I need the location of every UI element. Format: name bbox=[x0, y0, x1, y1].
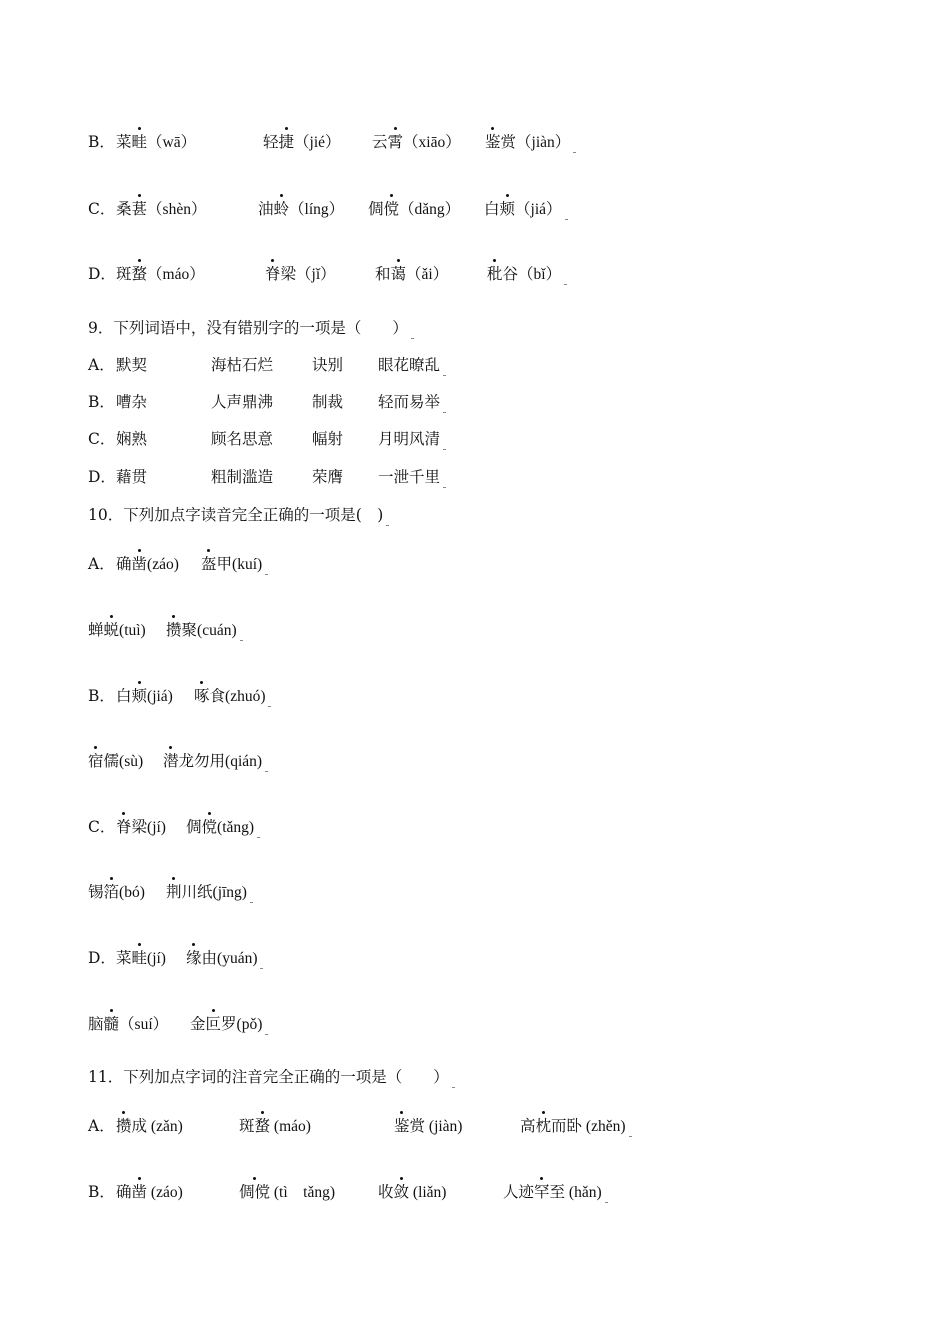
word-item bbox=[166, 880, 253, 905]
dotted-char: 秕 bbox=[487, 262, 503, 286]
word-text: 赏 bbox=[500, 133, 517, 151]
paragraph-mark bbox=[260, 968, 263, 969]
pinyin: （wā） bbox=[147, 134, 197, 151]
paragraph-mark bbox=[240, 640, 243, 641]
word-item bbox=[211, 427, 273, 451]
pinyin: （jiàn） bbox=[516, 134, 571, 151]
dotted-char: 荆 bbox=[166, 880, 182, 904]
option-prefix: B． bbox=[88, 133, 115, 151]
word-item bbox=[265, 262, 336, 287]
word-item bbox=[194, 684, 271, 709]
pinyin: (pǒ) bbox=[236, 1016, 263, 1033]
dotted-char: 箔 bbox=[104, 880, 120, 904]
pinyin: （dǎng） bbox=[399, 201, 461, 218]
pinyin: (tuì) bbox=[119, 622, 146, 639]
word-text: 白 bbox=[116, 687, 132, 705]
dotted-char: 蛉 bbox=[274, 197, 290, 221]
word-text: 人声鼎沸 bbox=[211, 393, 274, 411]
dotted-char: 蝥 bbox=[132, 262, 148, 286]
pinyin: (tǎng) bbox=[217, 819, 255, 836]
pinyin: (qián) bbox=[225, 753, 263, 770]
dotted-char: 脊 bbox=[265, 262, 281, 286]
dotted-char: 潜 bbox=[163, 749, 179, 773]
word-text: 白 bbox=[484, 200, 500, 218]
word-item bbox=[88, 503, 389, 527]
paragraph-mark bbox=[411, 338, 414, 339]
word-text: 制裁 bbox=[312, 393, 344, 411]
word-text: 嘈杂 bbox=[116, 393, 148, 411]
pinyin: （xiāo） bbox=[403, 134, 461, 151]
paragraph-mark bbox=[386, 525, 389, 526]
word-item bbox=[116, 815, 166, 840]
word-text: 梁 bbox=[131, 818, 148, 836]
pinyin: (jiá) bbox=[147, 688, 173, 705]
dotted-char: 盔 bbox=[201, 552, 217, 576]
word-item bbox=[484, 197, 568, 222]
word-text: 至 bbox=[549, 1183, 566, 1201]
dotted-char: 凿 bbox=[132, 552, 148, 576]
dotted-char: 枕 bbox=[536, 1114, 552, 1138]
word-item bbox=[378, 1180, 446, 1205]
word-item bbox=[116, 1114, 183, 1139]
pinyin: (cuán) bbox=[197, 622, 237, 639]
word-text: 赏 bbox=[409, 1117, 426, 1135]
pinyin: (jīng) bbox=[212, 884, 247, 901]
pinyin: （líng） bbox=[289, 201, 345, 218]
pinyin: (tì tǎng) bbox=[270, 1184, 336, 1201]
option-prefix: B． bbox=[88, 393, 115, 411]
pinyin: （shèn） bbox=[147, 201, 207, 218]
word-item bbox=[88, 880, 145, 905]
pinyin: (yuán) bbox=[217, 950, 258, 967]
word-item bbox=[116, 353, 147, 377]
word-item bbox=[116, 427, 147, 451]
word-text: 默契 bbox=[116, 356, 148, 374]
word-text: 油 bbox=[258, 200, 274, 218]
word-text: 确 bbox=[116, 555, 132, 573]
word-text: 诀别 bbox=[312, 356, 344, 374]
word-text: 菜 bbox=[116, 949, 132, 967]
paragraph-mark bbox=[443, 487, 446, 488]
pinyin: (zǎn) bbox=[147, 1118, 183, 1135]
word-text: 倜 bbox=[186, 818, 202, 836]
pinyin: (záo) bbox=[147, 1184, 183, 1201]
dotted-char: 畦 bbox=[132, 946, 148, 970]
word-item bbox=[186, 946, 263, 971]
word-item bbox=[116, 130, 196, 155]
word-item bbox=[312, 427, 343, 451]
paragraph-mark bbox=[257, 837, 260, 838]
paragraph-mark bbox=[605, 1202, 608, 1203]
dotted-char: 蔼 bbox=[391, 262, 407, 286]
word-text: 娴熟 bbox=[116, 430, 148, 448]
paragraph-mark bbox=[443, 375, 446, 376]
option-prefix: B． bbox=[88, 1183, 115, 1201]
word-text: 收 bbox=[378, 1183, 394, 1201]
pinyin: （jiá） bbox=[515, 201, 562, 218]
dotted-char: 鉴 bbox=[485, 130, 501, 154]
dotted-char: 颊 bbox=[132, 684, 148, 708]
word-item bbox=[239, 1114, 311, 1139]
pinyin: (máo) bbox=[270, 1118, 311, 1135]
word-text: 而卧 bbox=[551, 1117, 583, 1135]
word-text: 菜 bbox=[116, 133, 132, 151]
word-text: 斑 bbox=[239, 1117, 255, 1135]
word-item bbox=[88, 316, 414, 340]
word-item bbox=[485, 130, 576, 155]
option-prefix: C． bbox=[88, 200, 116, 218]
pinyin: (kuí) bbox=[232, 556, 263, 573]
pinyin: (jiàn) bbox=[425, 1118, 463, 1135]
pinyin: （jǐ） bbox=[296, 266, 336, 283]
word-text: 锡 bbox=[88, 883, 104, 901]
option-prefix: C． bbox=[88, 430, 116, 448]
word-item bbox=[88, 618, 146, 643]
word-item bbox=[190, 1012, 268, 1037]
word-item bbox=[378, 390, 446, 414]
word-item bbox=[116, 946, 166, 971]
word-item bbox=[116, 684, 173, 709]
paragraph-mark bbox=[565, 219, 568, 220]
word-text: 成 bbox=[131, 1117, 148, 1135]
word-item bbox=[378, 427, 446, 451]
option-prefix: C． bbox=[88, 818, 116, 836]
word-text: 梁 bbox=[280, 265, 297, 283]
word-text: 9．下列词语中，没有错别字的一项是（ ） bbox=[88, 319, 408, 337]
word-text: 倜 bbox=[368, 200, 384, 218]
dotted-char: 霄 bbox=[388, 130, 404, 154]
word-text: 由 bbox=[201, 949, 218, 967]
word-text: 脑 bbox=[88, 1015, 104, 1033]
word-text: 顾名思意 bbox=[211, 430, 274, 448]
option-prefix: B． bbox=[88, 687, 115, 705]
word-text: 蝉 bbox=[88, 621, 104, 639]
pinyin: (liǎn) bbox=[409, 1184, 447, 1201]
dotted-char: 蝥 bbox=[255, 1114, 271, 1138]
word-text: 10．下列加点字读音完全正确的一项是( ) bbox=[88, 506, 384, 524]
word-text: 罗 bbox=[221, 1015, 237, 1033]
word-item bbox=[368, 197, 460, 222]
word-text: 龙勿用 bbox=[178, 752, 226, 770]
dotted-char: 敛 bbox=[394, 1180, 410, 1204]
dotted-char: 傥 bbox=[202, 815, 218, 839]
word-item bbox=[116, 1180, 183, 1205]
pinyin: (jí) bbox=[147, 950, 166, 967]
word-item bbox=[503, 1180, 608, 1205]
pinyin: （suí） bbox=[119, 1016, 169, 1033]
word-text: 轻而易举 bbox=[378, 393, 441, 411]
option-prefix: A． bbox=[88, 1117, 115, 1135]
word-text: 和 bbox=[375, 265, 391, 283]
pinyin: (záo) bbox=[147, 556, 179, 573]
word-item bbox=[487, 262, 567, 287]
paragraph-mark bbox=[564, 284, 567, 285]
paragraph-mark bbox=[250, 902, 253, 903]
word-item bbox=[211, 390, 273, 414]
pinyin: （jié） bbox=[294, 134, 341, 151]
word-item bbox=[394, 1114, 462, 1139]
paragraph-mark bbox=[268, 706, 271, 707]
pinyin: (zhuó) bbox=[225, 688, 266, 705]
word-item bbox=[116, 262, 205, 287]
word-item bbox=[312, 465, 343, 489]
word-item bbox=[378, 465, 446, 489]
dotted-char: 宿 bbox=[88, 749, 104, 773]
dotted-char: 髓 bbox=[104, 1012, 120, 1036]
dotted-char: 畦 bbox=[132, 130, 148, 154]
paragraph-mark bbox=[265, 1034, 268, 1035]
word-text: 荣膺 bbox=[312, 468, 344, 486]
dotted-char: 攒 bbox=[166, 618, 182, 642]
word-item bbox=[258, 197, 344, 222]
pinyin: (zhěn) bbox=[582, 1118, 626, 1135]
dotted-char: 脊 bbox=[116, 815, 132, 839]
word-item bbox=[378, 353, 446, 377]
pinyin: （ǎi） bbox=[406, 266, 449, 283]
dotted-char: 鉴 bbox=[394, 1114, 410, 1138]
word-item bbox=[312, 390, 343, 414]
dotted-char: 叵 bbox=[206, 1012, 222, 1036]
word-item bbox=[263, 130, 341, 155]
word-text: 眼花暸乱 bbox=[378, 356, 441, 374]
word-item bbox=[116, 465, 147, 489]
word-item bbox=[186, 815, 260, 840]
word-text: 藉贯 bbox=[116, 468, 148, 486]
pinyin: (bó) bbox=[119, 884, 145, 901]
word-text: 谷 bbox=[502, 265, 519, 283]
dotted-char: 傥 bbox=[384, 197, 400, 221]
word-text: 聚 bbox=[181, 621, 198, 639]
word-text: 轻 bbox=[263, 133, 279, 151]
pinyin: (hǎn) bbox=[565, 1184, 602, 1201]
word-item bbox=[239, 1180, 335, 1205]
dotted-char: 蜕 bbox=[104, 618, 120, 642]
word-item bbox=[166, 618, 243, 643]
word-text: 幅射 bbox=[312, 430, 344, 448]
word-text: 甲 bbox=[216, 555, 233, 573]
word-text: 云 bbox=[372, 133, 388, 151]
pinyin: （máo） bbox=[147, 266, 205, 283]
option-prefix: D． bbox=[88, 265, 116, 283]
word-item bbox=[201, 552, 268, 577]
word-text: 儒 bbox=[103, 752, 120, 770]
word-item bbox=[520, 1114, 632, 1139]
option-prefix: A． bbox=[88, 356, 115, 374]
word-text: 金 bbox=[190, 1015, 206, 1033]
paragraph-mark bbox=[443, 449, 446, 450]
dotted-char: 倜傥 bbox=[239, 1180, 270, 1204]
pinyin: (jí) bbox=[147, 819, 166, 836]
word-text: 一泄千里 bbox=[378, 468, 441, 486]
word-text: 食 bbox=[209, 687, 226, 705]
paragraph-mark bbox=[573, 152, 576, 153]
word-text: 确 bbox=[116, 1183, 132, 1201]
pinyin: (sù) bbox=[119, 753, 144, 770]
dotted-char: 攒 bbox=[116, 1114, 132, 1138]
word-item bbox=[375, 262, 448, 287]
dotted-char: 葚 bbox=[132, 197, 148, 221]
option-prefix: A． bbox=[88, 555, 115, 573]
word-item bbox=[116, 390, 147, 414]
word-item bbox=[211, 465, 273, 489]
word-text: 海枯石烂 bbox=[211, 356, 274, 374]
option-prefix: D． bbox=[88, 468, 116, 486]
word-item bbox=[116, 197, 206, 222]
word-item bbox=[116, 552, 179, 577]
word-item bbox=[88, 1012, 168, 1037]
paragraph-mark bbox=[443, 412, 446, 413]
word-item bbox=[88, 749, 143, 774]
dotted-char: 啄 bbox=[194, 684, 210, 708]
paragraph-mark bbox=[265, 771, 268, 772]
word-text: 桑 bbox=[116, 200, 132, 218]
word-text: 11．下列加点字词的注音完全正确的一项是（ ） bbox=[88, 1068, 449, 1086]
word-text: 人迹 bbox=[503, 1183, 535, 1201]
word-item bbox=[312, 353, 343, 377]
word-text: 高 bbox=[520, 1117, 536, 1135]
pinyin: （bǐ） bbox=[518, 266, 562, 283]
word-text: 月明风清 bbox=[378, 430, 441, 448]
word-text: 斑 bbox=[116, 265, 132, 283]
dotted-char: 罕 bbox=[534, 1180, 550, 1204]
paragraph-mark bbox=[452, 1087, 455, 1088]
paragraph-mark bbox=[265, 574, 268, 575]
dotted-char: 缘 bbox=[186, 946, 202, 970]
dotted-char: 凿 bbox=[132, 1180, 148, 1204]
dotted-char: 捷 bbox=[279, 130, 295, 154]
word-text: 川纸 bbox=[181, 883, 213, 901]
option-prefix: D． bbox=[88, 949, 116, 967]
dotted-char: 颊 bbox=[500, 197, 516, 221]
word-item bbox=[88, 1065, 455, 1089]
word-item bbox=[372, 130, 461, 155]
paragraph-mark bbox=[629, 1136, 632, 1137]
word-text: 粗制滥造 bbox=[211, 468, 274, 486]
word-item bbox=[163, 749, 268, 774]
word-item bbox=[211, 353, 273, 377]
